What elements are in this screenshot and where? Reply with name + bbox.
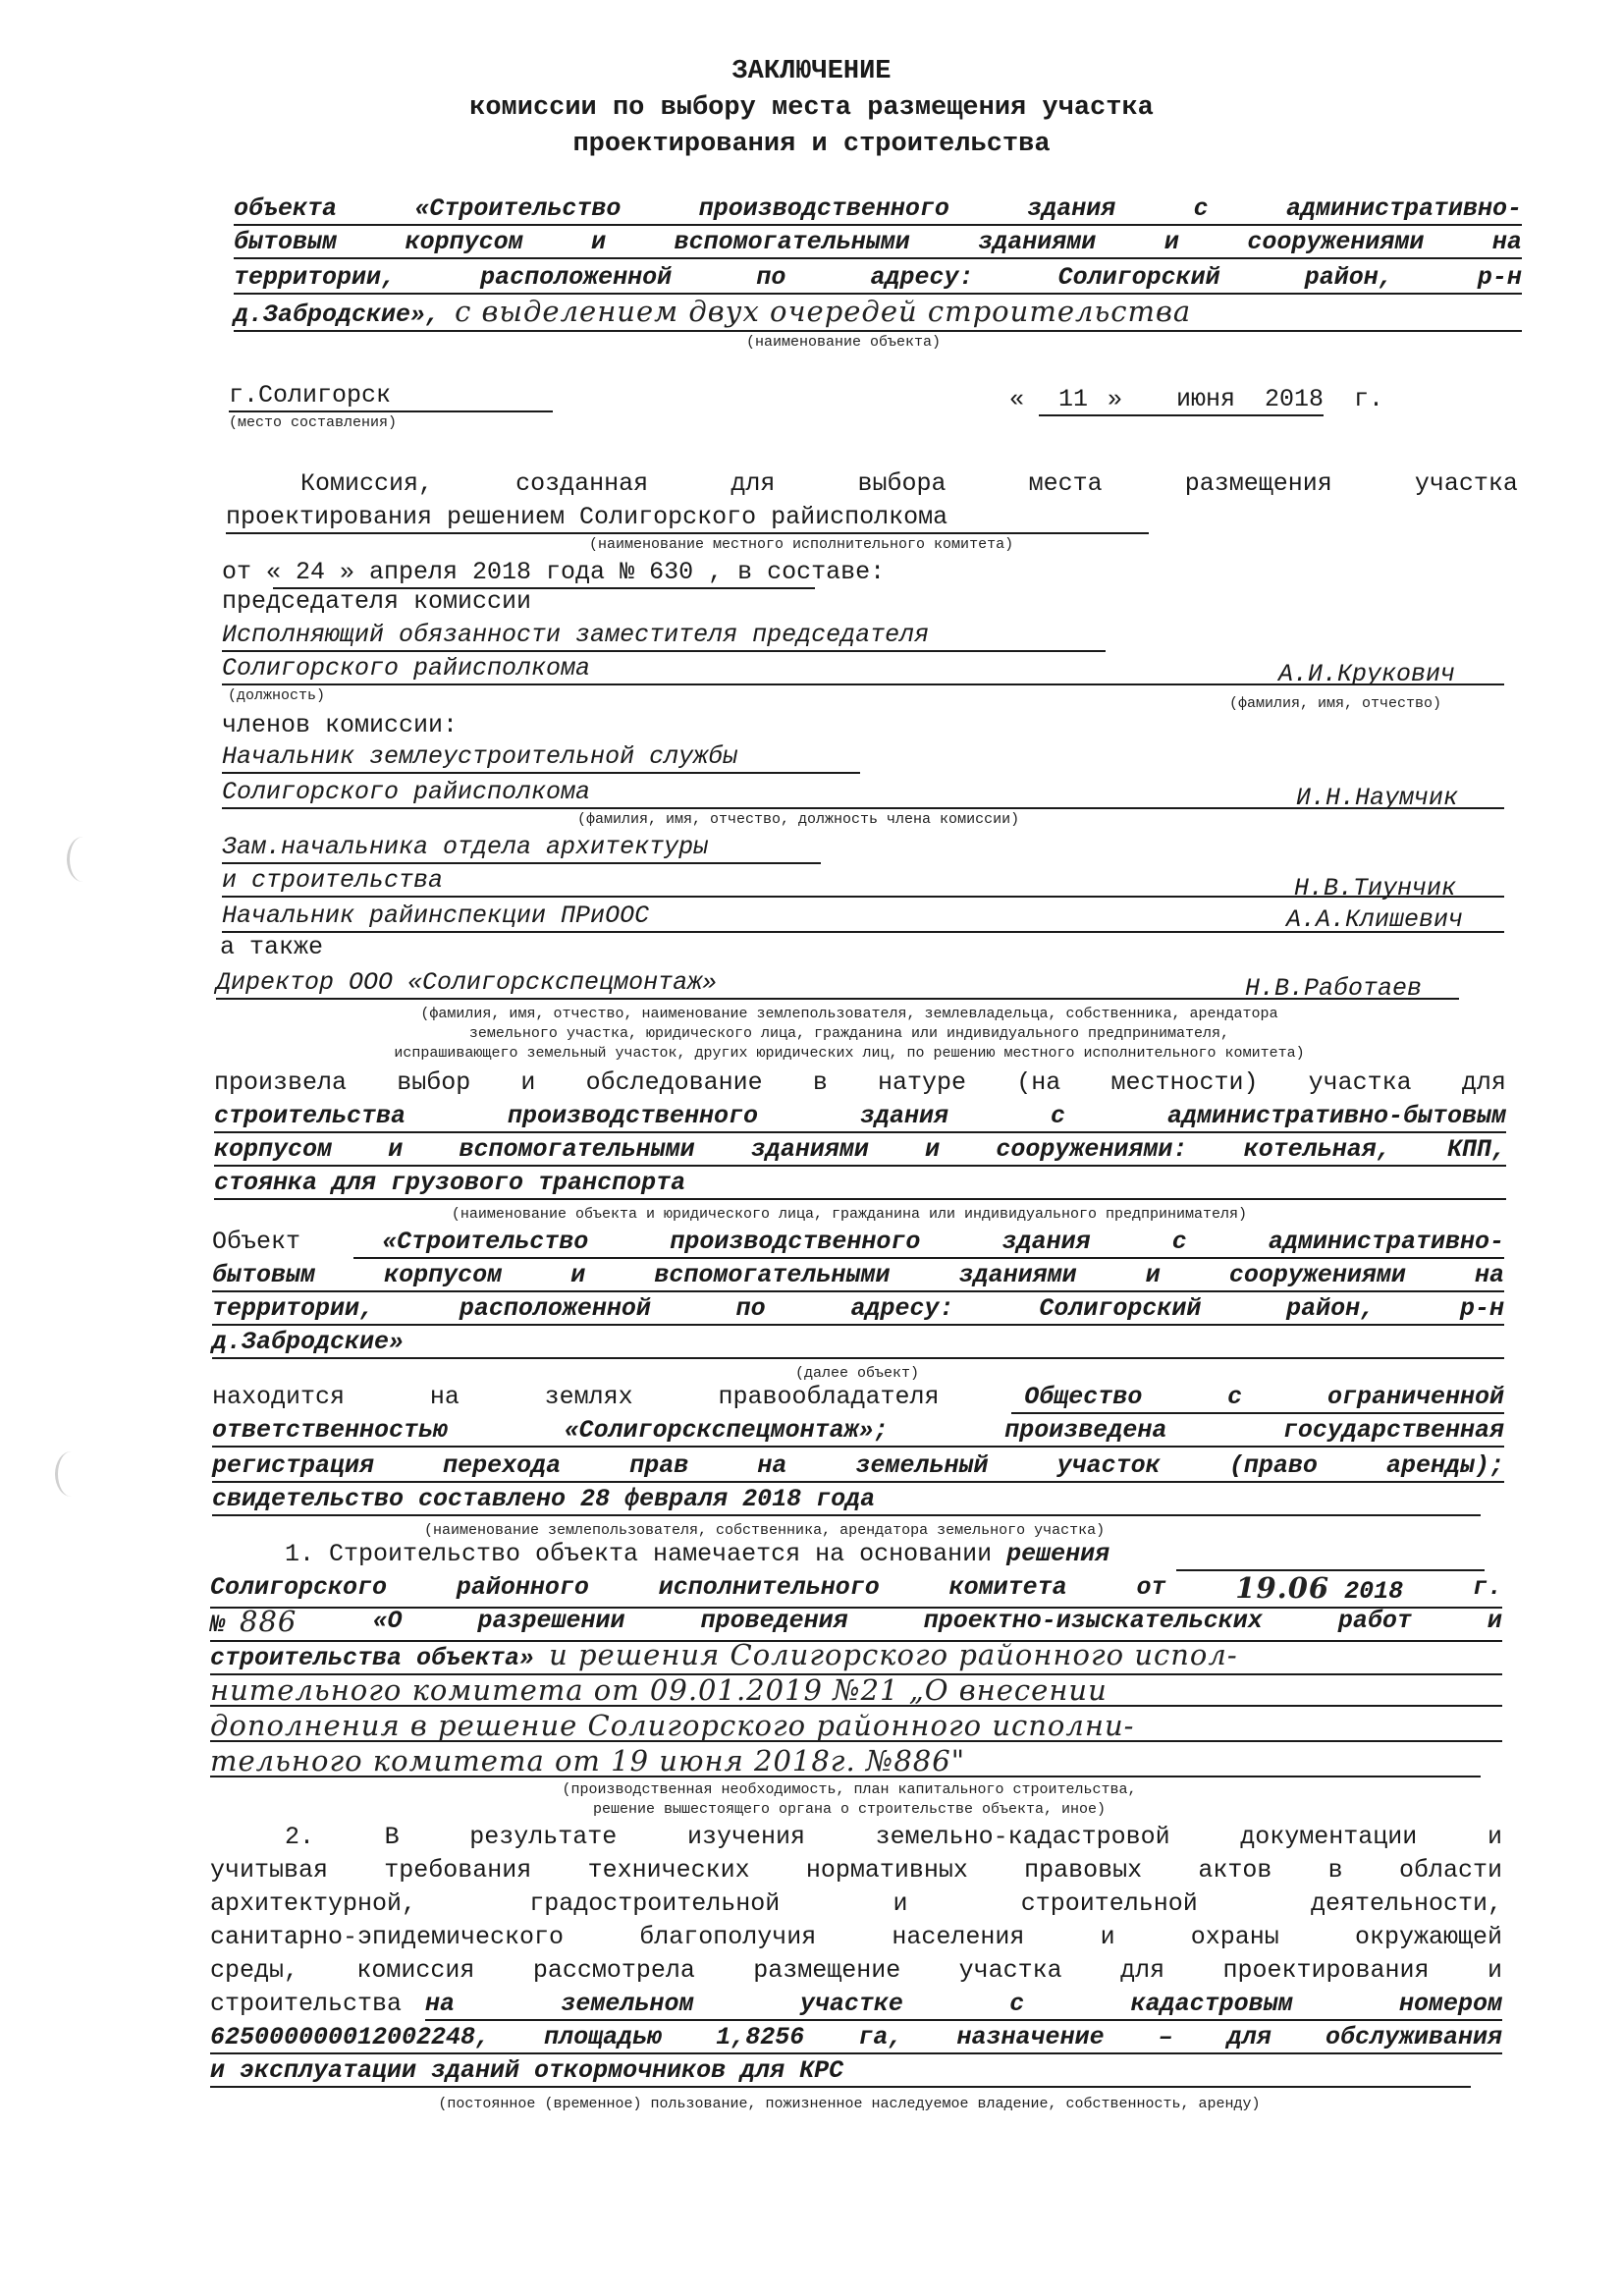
punch-hole-mark — [67, 837, 99, 882]
date-day: 11 — [1058, 385, 1089, 413]
survey-line-1: произвела выбор и обследование в натуре (на местности) участка для — [214, 1068, 1506, 1097]
member-3-position: Начальник райинспекции ПРиООС — [222, 902, 1504, 933]
member-caption: (фамилия, имя, отчество, должность члена комиссии) — [577, 811, 1020, 828]
point2-caption: (постоянное (временное) пользование, пожизненное наследуемое владение, собственность, аренду) — [438, 2096, 1261, 2112]
member-2-position-2: и строительства — [222, 866, 1504, 898]
point2-line-3: архитектурной, градостроительной и строительной деятельности, — [210, 1889, 1502, 1918]
handwritten-decision-date: 19.06 — [1235, 1571, 1330, 1605]
place-caption: (место составления) — [229, 414, 398, 431]
other-members-caption-3: испрашивающего земельный участок, других юридических лиц, по решению местного исполнительного комитета) — [394, 1045, 1305, 1062]
fio-caption: (фамилия, имя, отчество) — [1229, 695, 1442, 712]
object-caption: (наименование объекта) — [746, 334, 942, 351]
member-4-position: Директор ООО «Солигорскспецмонтаж» — [216, 968, 1459, 1000]
point1-caption-2: решение вышестоящего органа о строительстве объекта, иное) — [592, 1801, 1107, 1818]
member-2-position-1: Зам.начальника отдела архитектуры — [222, 833, 821, 864]
point2-line-1: 2. В результате изучения земельно-кадастровой документации и — [285, 1823, 1502, 1851]
chairman-name: А.И.Крукович — [1278, 660, 1456, 688]
punch-hole-mark — [55, 1451, 87, 1497]
object-header-line-4: д.Забродские», с выделением двух очередей строительства — [234, 297, 1522, 332]
point2-line-6: строительства на земельном участке с кадастровым номером — [210, 1990, 1502, 2021]
handwritten-decision-addition-1: и решения Солигорского районного испол- — [549, 1638, 1238, 1671]
object-header-line-1: объекта «Строительство производственного здания с административно- — [234, 194, 1522, 226]
document-subtitle-1: комиссии по выбору места размещения участка — [469, 93, 1154, 123]
handwritten-object-note: с выделением двух очередей строительства — [455, 295, 1192, 328]
document-subtitle-2: проектирования и строительства — [572, 130, 1051, 159]
place-city: г.Солигорск — [229, 381, 553, 412]
date-line: « 11 » июня 2018 г. — [1009, 385, 1383, 416]
land-underline-1 — [1011, 1412, 1504, 1414]
other-members-caption-2: земельного участка, юридического лица, гражданина или индивидуального предпринимателя, — [468, 1025, 1230, 1042]
member-1-name: И.Н.Наумчик — [1296, 784, 1459, 812]
object2-line-1: Объект «Строительство производственного здания с административно- — [212, 1228, 1504, 1256]
point2-line-5: среды, комиссия рассмотрела размещение участка для проектирования и — [210, 1956, 1502, 1985]
land-line-2: ответственностью «Солигорскспецмонтаж»; произведена государственная — [212, 1416, 1504, 1448]
point1-line-2: Солигорского районного исполнительного комитета от 19.06 2018 г. — [210, 1573, 1502, 1609]
point2-line-2: учитывая требования технических нормативных правовых актов в области — [210, 1856, 1502, 1885]
object2-line-2: бытовым корпусом и вспомогательными зданиями и сооружениями на — [212, 1261, 1504, 1292]
object2-line-4: д.Забродские» — [212, 1328, 1504, 1359]
object2-line-3: территории, расположенной по адресу: Солигорский район, р-н — [212, 1294, 1504, 1326]
date-year: 2018 — [1265, 385, 1325, 413]
other-members-caption-1: (фамилия, имя, отчество, наименование землепользователя, землевладельца, собственника, арендатора — [420, 1006, 1278, 1022]
object2-caption: (далее объект) — [795, 1365, 920, 1382]
point1-caption-1: (производственная необходимость, план капитального строительства, — [562, 1781, 1137, 1798]
land-line-4: свидетельство составлено 28 февраля 2018 года — [212, 1485, 1481, 1516]
chairman-position-2: Солигорского райисполкома — [222, 654, 1504, 685]
object-header-line-3: территории, расположенной по адресу: Солигорский район, р-н — [234, 263, 1522, 295]
member-3-name: А.А.Клишевич — [1286, 905, 1464, 934]
point1-line-4: строительства объекта» и решения Солигорского районного испол- — [210, 1640, 1502, 1675]
commission-from: от « 24 » апреля 2018 года № 630 , в составе: — [222, 558, 886, 586]
member-1-position-2: Солигорского райисполкома — [222, 778, 1504, 809]
also-label: а также — [220, 933, 324, 961]
point2-line-8: и эксплуатации зданий откормочников для КРС — [210, 2056, 1471, 2088]
members-label: членов комиссии: — [222, 711, 459, 739]
point1-line-1: 1. Строительство объекта намечается на основании решения — [285, 1540, 1110, 1568]
member-4-name: Н.В.Работаев — [1245, 974, 1423, 1003]
handwritten-decision-addition-3: дополнения в решение Солигорского районного исполни- — [210, 1711, 1502, 1742]
object2-underline-1 — [353, 1257, 1504, 1259]
member-2-name: Н.В.Тиунчик — [1294, 874, 1457, 902]
survey-line-3: корпусом и вспомогательными зданиями и сооружениями: котельная, КПП, — [214, 1135, 1506, 1167]
commission-intro-1: Комиссия, созданная для выбора места размещения участка — [300, 469, 1518, 498]
document-title: ЗАКЛЮЧЕНИЕ — [731, 57, 892, 86]
land-line-3: регистрация перехода прав на земельный участок (право аренды); — [212, 1451, 1504, 1483]
date-month: июня — [1176, 385, 1236, 413]
point1-line-3: № 886 «О разрешении проведения проектно-изыскательских работ и — [210, 1607, 1502, 1642]
handwritten-decision-addition-4: тельного комитета от 19 июня 2018г. №886" — [210, 1746, 1481, 1777]
handwritten-decision-number: 886 — [240, 1605, 298, 1638]
point2-line-7: 625000000012002248, площадью 1,8256 га, назначение – для обслуживания — [210, 2023, 1502, 2054]
object-header-line-2: бытовым корпусом и вспомогательными зданиями и сооружениями на — [234, 228, 1522, 259]
member-1-position-1: Начальник землеустроительной службы — [222, 742, 860, 774]
chairman-position-1: Исполняющий обязанности заместителя председателя — [222, 621, 1106, 652]
land-line-1: находится на землях правообладателя Общество с ограниченной — [212, 1383, 1504, 1411]
survey-line-2: строительства производственного здания с административно-бытовым — [214, 1102, 1506, 1133]
survey-caption: (наименование объекта и юридического лица, гражданина или индивидуального предпринимателя) — [451, 1206, 1248, 1223]
land-caption: (наименование землепользователя, собственника, арендатора земельного участка) — [424, 1522, 1106, 1539]
point1-underline-1 — [1176, 1569, 1485, 1571]
position-caption: (должность) — [228, 687, 326, 704]
commission-intro-2: проектирования решением Солигорского райисполкома — [226, 503, 1149, 534]
point2-line-4: санитарно-эпидемического благополучия населения и охраны окружающей — [210, 1923, 1502, 1951]
commission-intro-caption: (наименование местного исполнительного комитета) — [589, 536, 1014, 553]
handwritten-decision-addition-2: нительного комитета от 09.01.2019 №21 „О внесении — [210, 1675, 1502, 1707]
chairman-label: председателя комиссии — [222, 587, 532, 616]
survey-line-4: стоянка для грузового транспорта — [214, 1169, 1506, 1200]
